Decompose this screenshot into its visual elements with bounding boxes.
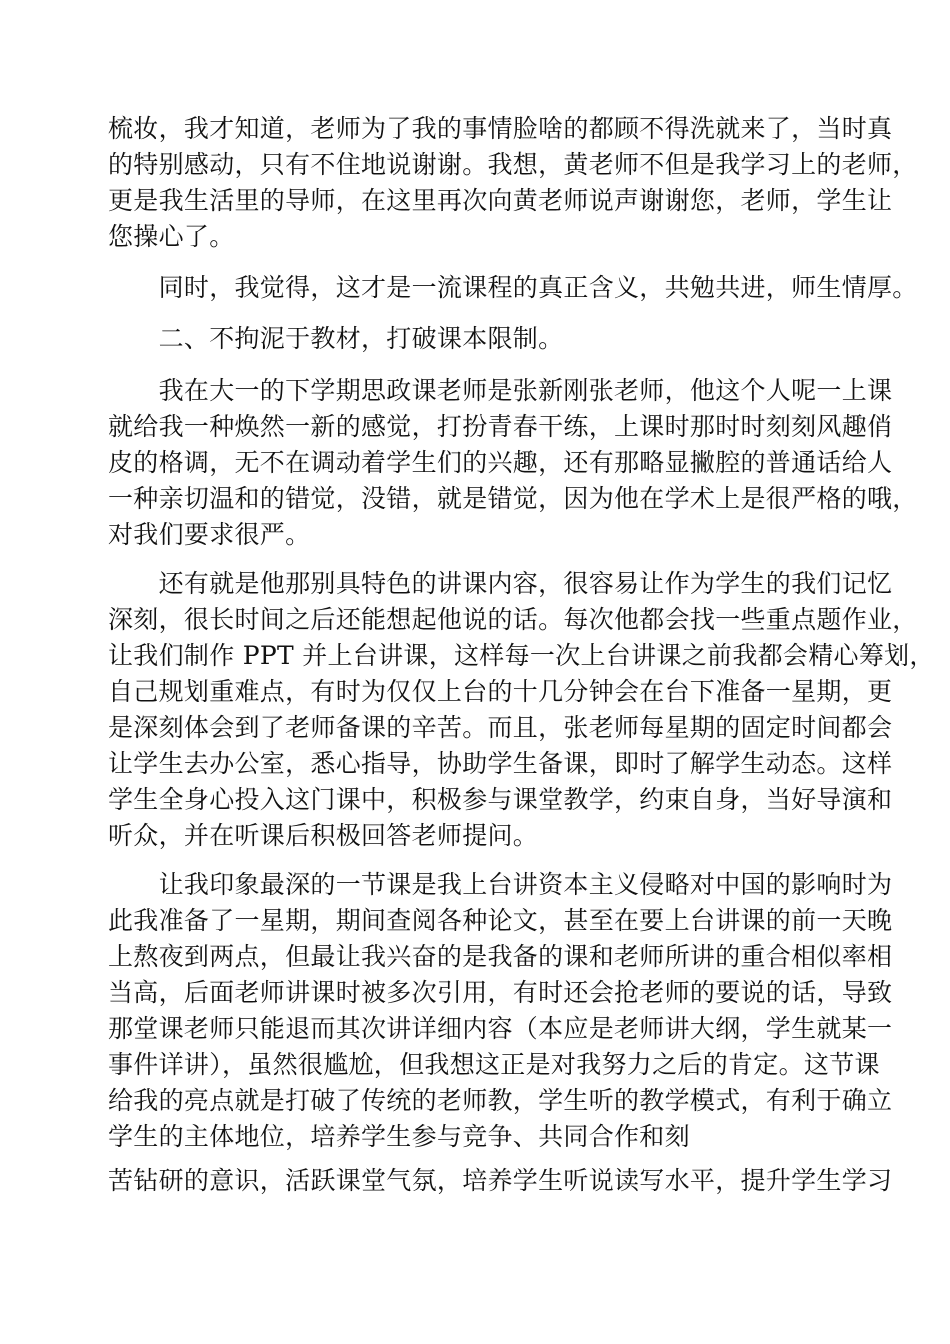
text-line: 是深刻体会到了老师备课的辛苦。而且，张老师每星期的固定时间都会	[108, 713, 893, 742]
paragraph-5	[108, 867, 893, 1155]
text-line: 一种亲切温和的错觉，没错，就是错觉，因为他在学术上是很严格的哦，	[108, 484, 918, 513]
text-line: 自己规划重难点，有时为仅仅上台的十几分钟会在台下准备一星期，更	[108, 677, 893, 706]
text-line: 让学生去办公室，悉心指导，协助学生备课，即时了解学生动态。这样	[108, 749, 893, 778]
text-line: 听众，并在听课后积极回答老师提问。	[108, 821, 539, 850]
text-line: 深刻，很长时间之后还能想起他说的话。每次他都会找一些重点题作业，	[108, 605, 918, 634]
text-line: 学生的主体地位，培养学生参与竞争、共同合作和刻	[108, 1122, 690, 1151]
text-line: 同时，我觉得，这才是一流课程的真正含义，共勉共进，师生情厚。	[108, 273, 918, 302]
text-line: 更是我生活里的导师，在这里再次向黄老师说声谢谢您，老师，学生让	[108, 186, 893, 215]
text-line: 皮的格调，无不在调动着学生们的兴趣，还有那略显撇腔的普通话给人	[108, 448, 893, 477]
text-line: 那堂课老师只能退而其次讲详细内容（本应是老师讲大纲，学生就某一	[108, 1014, 893, 1043]
paragraph-1	[108, 111, 918, 255]
text-line: 学生全身心投入这门课中，积极参与课堂教学，约束自身，当好导演和	[108, 785, 893, 814]
paragraph-3	[108, 373, 918, 553]
text-line: 梳妆，我才知道，老师为了我的事情脸啥的都顾不得洗就来了，当时真	[108, 114, 893, 143]
paragraph-2	[108, 270, 918, 306]
paragraph-6	[108, 1163, 893, 1199]
text-line: 还有就是他那别具特色的讲课内容，很容易让作为学生的我们记忆	[108, 569, 893, 598]
text-line: 此我准备了一星期，期间查阅各种论文，甚至在要上台讲课的前一天晚	[108, 906, 893, 935]
paragraph-4	[108, 566, 935, 854]
text-line: 就给我一种焕然一新的感觉，打扮青春干练，上课时那时时刻刻风趣俏	[108, 412, 893, 441]
text-line: 我在大一的下学期思政课老师是张新刚张老师，他这个人呢一上课	[108, 376, 893, 405]
heading-line: 二、不拘泥于教材，打破课本限制。	[108, 324, 564, 353]
text-line: 让我们制作 PPT 并上台讲课，这样每一次上台讲课之前我都会精心筹划，	[108, 641, 935, 670]
text-line: 的特别感动，只有不住地说谢谢。我想，黄老师不但是我学习上的老师，	[108, 150, 918, 179]
section-heading	[108, 321, 848, 357]
text-line: 上熬夜到两点，但最让我兴奋的是我备的课和老师所讲的重合相似率相	[108, 942, 893, 971]
text-line: 当高，后面老师讲课时被多次引用，有时还会抢老师的要说的话，导致	[108, 978, 893, 1007]
text-line: 让我印象最深的一节课是我上台讲资本主义侵略对中国的影响时为	[108, 870, 893, 899]
text-line: 给我的亮点就是打破了传统的老师教，学生听的教学模式，有利于确立	[108, 1086, 893, 1115]
text-line: 对我们要求很严。	[108, 520, 311, 549]
text-line: 事件详讲），虽然很尴尬，但我想这正是对我努力之后的肯定。这节课	[108, 1050, 880, 1079]
text-line: 您操心了。	[108, 222, 235, 251]
text-line: 苦钻研的意识，活跃课堂气氛，培养学生听说读写水平，提升学生学习	[108, 1166, 893, 1195]
